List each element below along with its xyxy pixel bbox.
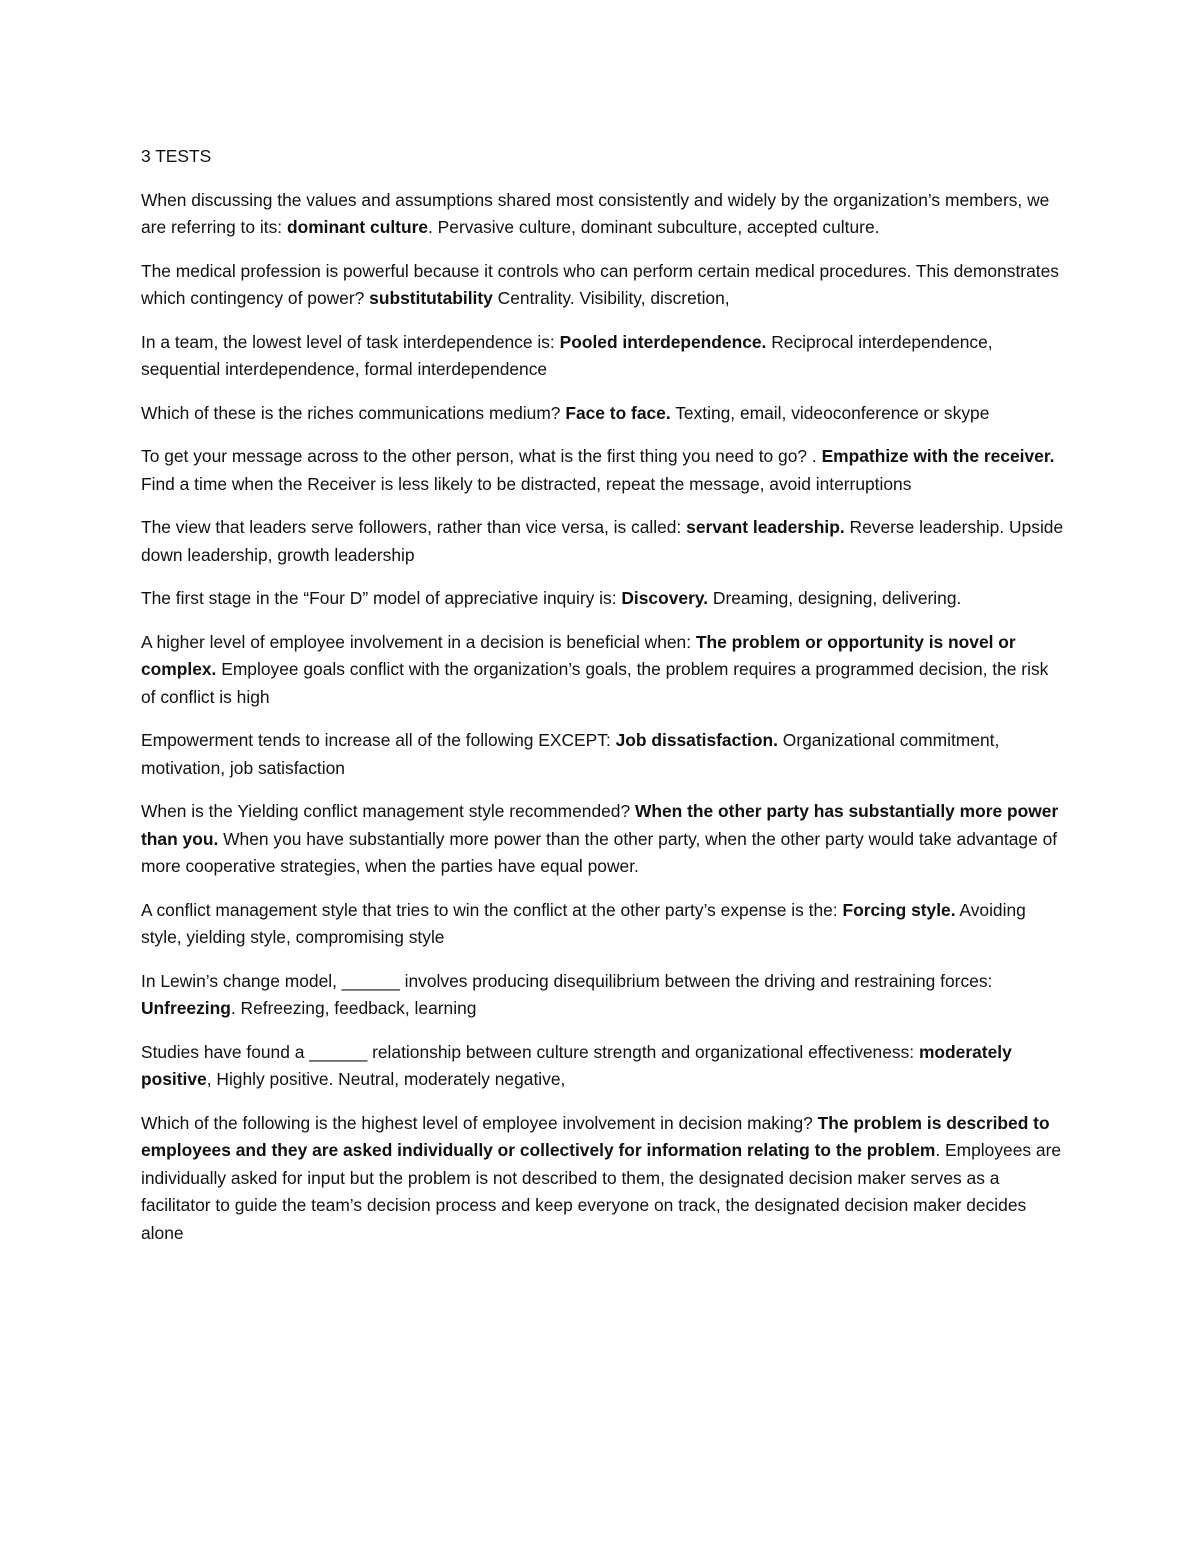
question-text: A conflict management style that tries to win the conflict at the other party’s expense is the: [141,899,843,920]
answer-text: Job dissatisfaction. [615,730,778,750]
answer-text: The problem is described to employees and they are asked individually or collectively for information relating to the problem [141,1112,1050,1160]
distractor-text: Dreaming, designing, delivering. [708,588,962,608]
question-paragraph [141,727,1066,782]
question-paragraph [141,400,1066,428]
question-text: Which of the following is the highest level of employee involvement in decision making? [141,1112,818,1133]
distractor-text: When you have substantially more power than the other party, when the other party would take advantage of more cooperative strategies, when the parties have equal power. [141,828,1058,876]
answer-text: dominant culture [286,217,429,237]
question-text: The view that leaders serve followers, rather than vice versa, is called: [141,517,687,537]
answer-text: moderately positive [141,1041,1012,1089]
question-paragraph [141,514,1066,569]
question-text: Which of these is the riches communications medium? [141,402,566,423]
document-heading: 3 TESTS [141,146,212,166]
answer-text: Pooled interdependence. [559,331,767,352]
question-text: When discussing the values and assumptions shared most consistently and widely by the organization’s members, we are referring to its: [141,189,1050,237]
answer-text: servant leadership. [686,517,845,537]
question-text: When is the Yielding conflict management style recommended? [141,801,635,821]
distractor-text: Employee goals conflict with the organization’s goals, the problem requires a programmed decision, the risk of conflict is high [141,659,1049,707]
question-paragraph [141,897,1066,952]
question-paragraph [141,1110,1066,1248]
answer-text: Face to face. [565,402,671,423]
answer-text: When the other party has substantially more power than you. [141,801,1059,849]
distractor-text: Reciprocal interdependence, sequential interdependence, formal interdependence [141,331,993,379]
distractor-text: Reverse leadership. Upside down leadership, growth leadership [141,517,1064,565]
distractor-text: Find a time when the Receiver is less likely to be distracted, repeat the message, avoid interruptions [141,473,912,494]
question-text: In a team, the lowest level of task interdependence is: [141,331,560,352]
question-paragraph [141,443,1066,498]
answer-text: The problem or opportunity is novel or complex. [141,631,1016,679]
question-text: Empowerment tends to increase all of the following EXCEPT: [141,730,616,750]
question-paragraph [141,258,1066,313]
question-paragraph [141,1039,1066,1094]
question-text: The medical profession is powerful because it controls who can perform certain medical procedures. This demonstrates which contingency of power? [141,260,1059,308]
question-text: To get your message across to the other person, what is the first thing you need to go? . [141,446,822,466]
answer-text: substitutability [369,288,493,308]
distractor-text: Avoiding style, yielding style, compromising style [141,899,1026,947]
distractor-text: Texting, email, videoconference or skype [670,402,990,423]
question-paragraph [141,585,1066,613]
distractor-text: . Employees are individually asked for input but the problem is not described to them, the designated decision maker serves as a facilitator to guide the team’s decision process and keep everyone on track, the designated decision maker decides alone [141,1140,1062,1243]
question-text: Studies have found a ______ relationship between culture strength and organizational effectiveness: [141,1041,919,1062]
answer-text: Discovery. [621,588,709,608]
question-text: A higher level of employee involvement in a decision is beneficial when: [141,631,696,652]
question-paragraph [141,968,1066,1023]
answer-text: Empathize with the receiver. [821,446,1055,466]
question-paragraph [141,629,1066,712]
document-body [141,143,1066,1263]
question-paragraph [141,798,1066,881]
distractor-text: . Pervasive culture, dominant subculture, accepted culture. [428,217,880,237]
question-text: The first stage in the “Four D” model of appreciative inquiry is: [141,588,622,608]
answer-text: Unfreezing [141,998,231,1018]
distractor-text: . Refreezing, feedback, learning [230,998,477,1018]
question-paragraph [141,187,1066,242]
question-text: In Lewin’s change model, ______ involves producing disequilibrium between the driving and restraining forces: [141,970,993,991]
distractor-text: , Highly positive. Neutral, moderately negative, [206,1069,566,1089]
question-paragraph [141,329,1066,384]
distractor-text: Organizational commitment, motivation, job satisfaction [141,730,1000,778]
answer-text: Forcing style. [842,899,956,920]
distractor-text: Centrality. Visibility, discretion, [492,288,730,308]
